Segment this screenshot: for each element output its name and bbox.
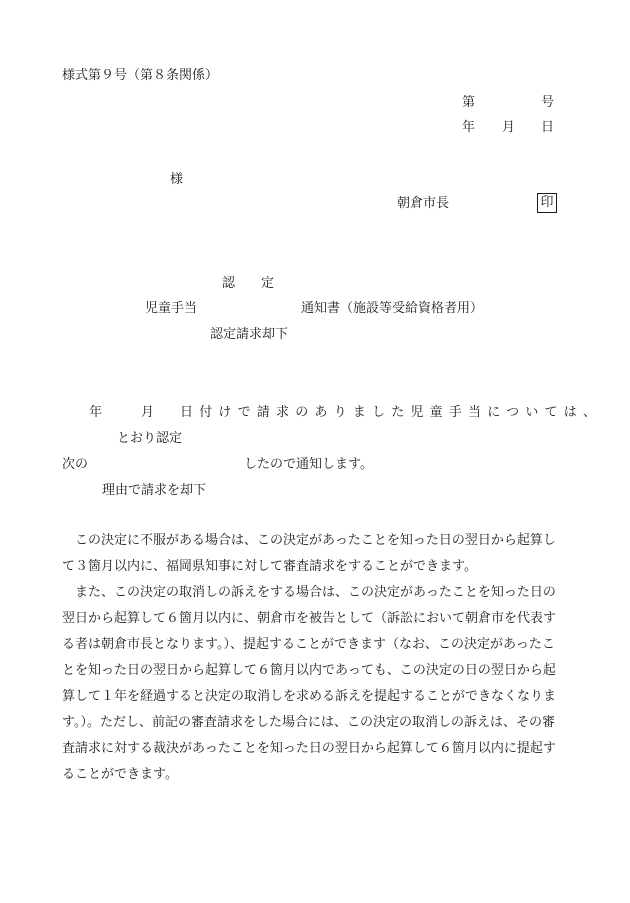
notice-line: ることができます。: [62, 767, 178, 782]
notice-line: この決定に不服がある場合は、この決定があったことを知った日の翌日から起算し: [75, 533, 556, 548]
notice-line: 翌日から起算して６箇月以内に、朝倉市を被告として（訴訟において朝倉市を代表す: [62, 611, 557, 626]
date-year: 年: [462, 120, 476, 135]
title-prefix: 児童手当: [145, 301, 198, 316]
body-option-reject: 理由で請求を却下: [102, 483, 207, 498]
form-number: 様式第９号（第８条関係）: [62, 68, 219, 83]
body-line2-prefix: 次の: [62, 457, 89, 472]
doc-number-suffix: 号: [541, 95, 555, 110]
title-option-reject: 認定請求却下: [210, 327, 289, 342]
issuer-name: 朝倉市長: [397, 196, 450, 211]
body-month: 月: [141, 405, 155, 420]
notice-line: る者は朝倉市長となります。）、提起することができます（なお、この決定があったこ: [62, 637, 555, 652]
lawsuit-notice-paragraph: [62, 580, 570, 788]
notice-line: また、この決定の取消しの訴えをする場合は、この決定があったことを知った日の: [75, 585, 556, 600]
body-year: 年: [89, 405, 103, 420]
notice-line: 査請求に対する裁決があったことを知った日の翌日から起算して６箇月以内に提起す: [62, 741, 556, 756]
date-day: 日: [541, 120, 555, 135]
body-option-approve: とおり認定: [117, 431, 183, 446]
title-option-approve: 認 定: [222, 276, 275, 291]
doc-number-prefix: 第: [462, 95, 476, 110]
seal-stamp: 印: [537, 193, 557, 213]
notice-line: て３箇月以内に、福岡県知事に対して審査請求をすることができます。: [62, 559, 477, 574]
date-month: 月: [502, 120, 516, 135]
notice-line: す。）。ただし、前記の審査請求をした場合には、この決定の取消しの訴えは、その審: [62, 715, 555, 730]
appeal-notice-paragraph: [62, 528, 570, 580]
body-line1: 日付けで請求のありました児童手当については、: [180, 405, 603, 420]
notice-line: とを知った日の翌日から起算して６箇月以内であっても、この決定の日の翌日から起: [62, 663, 556, 678]
notice-line: 算して１年を経過すると決定の取消しを求める訴えを提起することができなくなりま: [62, 689, 557, 704]
body-line2-suffix: したので通知します。: [244, 457, 373, 472]
addressee-honorific: 様: [170, 172, 184, 187]
title-suffix: 通知書（施設等受給資格者用）: [301, 301, 484, 316]
